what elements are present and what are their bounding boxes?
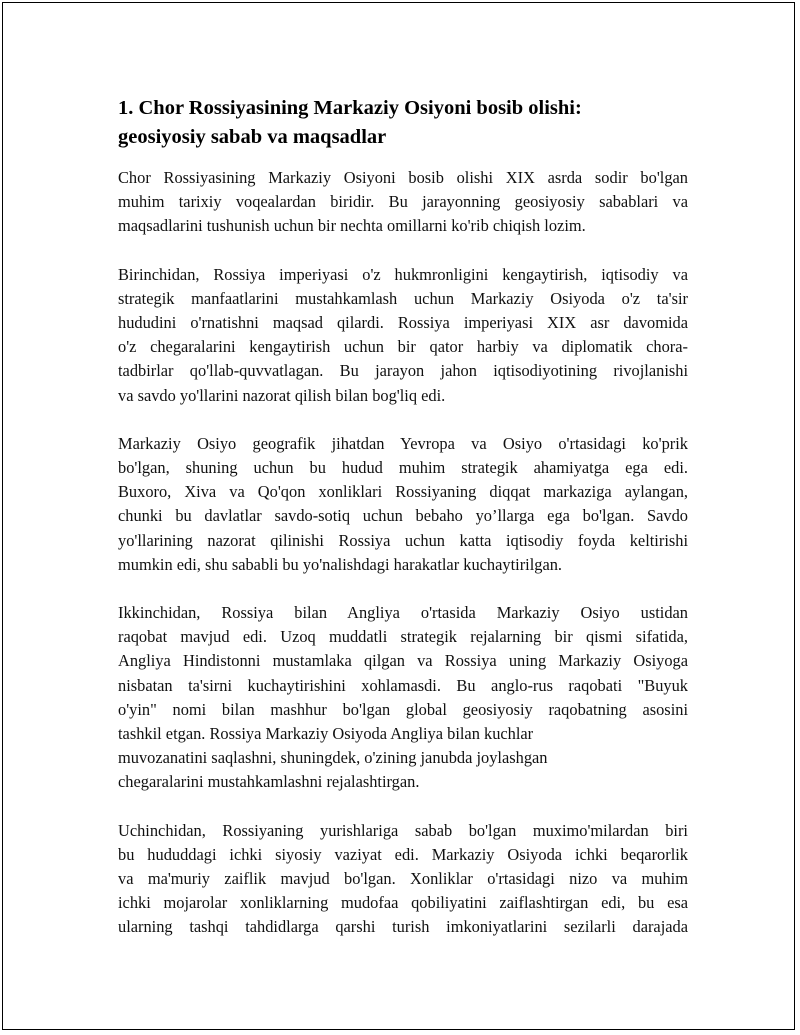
paragraph-line: ularning tashqi tahdidlarga qarshi turish imkoniyatlarini sezilarli darajada [118, 917, 688, 937]
paragraph-line: Angliya Hindistonni mustamlaka qilgan va Rossiya uning Markaziy Osiyoga [118, 651, 688, 671]
paragraph-line: va ma'muriy zaiflik mavjud bo'lgan. Xonliklar o'rtasidagi nizo va muhim [118, 869, 688, 889]
paragraph-line: Buxoro, Xiva va Qo'qon xonliklari Rossiyaning diqqat markaziga aylangan, [118, 482, 688, 502]
paragraph-line: bu hududdagi ichki siyosiy vaziyat edi. Markaziy Osiyoda ichki beqarorlik [118, 844, 688, 864]
paragraph-first-reason [118, 263, 688, 408]
title-line: 1. Chor Rossiyasining Markaziy Osiyoni bosib olishi: [118, 97, 582, 119]
paragraph-intro [118, 166, 688, 239]
paragraph-third-reason [118, 819, 688, 940]
paragraph-line: yo'llarining nazorat qilinishi Rossiya uchun katta iqtisodiy foyda keltirishi [118, 530, 688, 550]
paragraph-line: mumkin edi, shu sababli bu yo'nalishdagi harakatlar kuchaytirilgan. [118, 554, 563, 574]
section-title [118, 94, 688, 152]
paragraph-line: Birinchidan, Rossiya imperiyasi o'z hukmronligini kengaytirish, iqtisodiy va [118, 264, 688, 284]
paragraph-line: bo'lgan, shuning uchun bu hudud muhim strategik ahamiyatga ega edi. [118, 458, 688, 478]
paragraph-line: o'z chegaralarini kengaytirish uchun bir qator harbiy va diplomatik chora- [118, 337, 688, 357]
paragraph-second-reason [118, 601, 688, 795]
paragraph-line: chunki bu davlatlar savdo-sotiq uchun bebaho yo’llarga ega bo'lgan. Savdo [118, 506, 688, 526]
paragraph-line: strategik manfaatlarini mustahkamlash uchun Markaziy Osiyoda o'z ta'sir [118, 288, 688, 308]
paragraph-line: maqsadlarini tushunish uchun bir nechta omillarni ko'rib chiqish lozim. [118, 216, 586, 236]
paragraph-line: o'yin" nomi bilan mashhur bo'lgan global geosiyosiy raqobatning asosini [118, 699, 688, 719]
paragraph-line: tashkil etgan. Rossiya Markaziy Osiyoda Angliya bilan kuchlar [118, 724, 534, 744]
paragraph-geography [118, 432, 688, 577]
paragraph-line: nisbatan ta'sirni kuchaytirishini xohlamasdi. Bu anglo-rus raqobati "Buyuk [118, 675, 688, 695]
paragraph-line: ichki mojarolar xonliklarning mudofaa qobiliyatini zaiflashtirgan edi, bu esa [118, 893, 688, 913]
title-line: geosiyosiy sabab va maqsadlar [118, 126, 387, 148]
paragraph-line: Markaziy Osiyo geografik jihatdan Yevropa va Osiyo o'rtasidagi ko'prik [118, 433, 688, 453]
paragraph-line: tadbirlar qo'llab-quvvatlagan. Bu jarayon jahon iqtisodiyotining rivojlanishi [118, 361, 688, 381]
paragraph-line: muhim tarixiy voqealardan biridir. Bu jarayonning geosiyosiy sabablari va [118, 192, 688, 212]
paragraph-line: Uchinchidan, Rossiyaning yurishlariga sabab bo'lgan muximo'milardan biri [118, 820, 688, 840]
paragraph-line: Chor Rossiyasining Markaziy Osiyoni bosib olishi XIX asrda sodir bo'lgan [118, 168, 688, 187]
document-body [118, 94, 688, 964]
paragraph-line: chegaralarini mustahkamlashni rejalashtirgan. [118, 772, 420, 792]
paragraph-line: hududini o'rnatishni maqsad qilardi. Rossiya imperiyasi XIX asr davomida [118, 313, 688, 333]
paragraph-line: muvozanatini saqlashni, shuningdek, o'zining janubda joylashgan [118, 748, 548, 768]
paragraph-line: raqobat mavjud edi. Uzoq muddatli strategik rejalarning bir qismi sifatida, [118, 627, 688, 647]
paragraph-line: Ikkinchidan, Rossiya bilan Angliya o'rtasida Markaziy Osiyo ustidan [118, 603, 688, 623]
paragraph-line: va savdo yo'llarini nazorat qilish bilan bog'liq edi. [118, 385, 446, 405]
